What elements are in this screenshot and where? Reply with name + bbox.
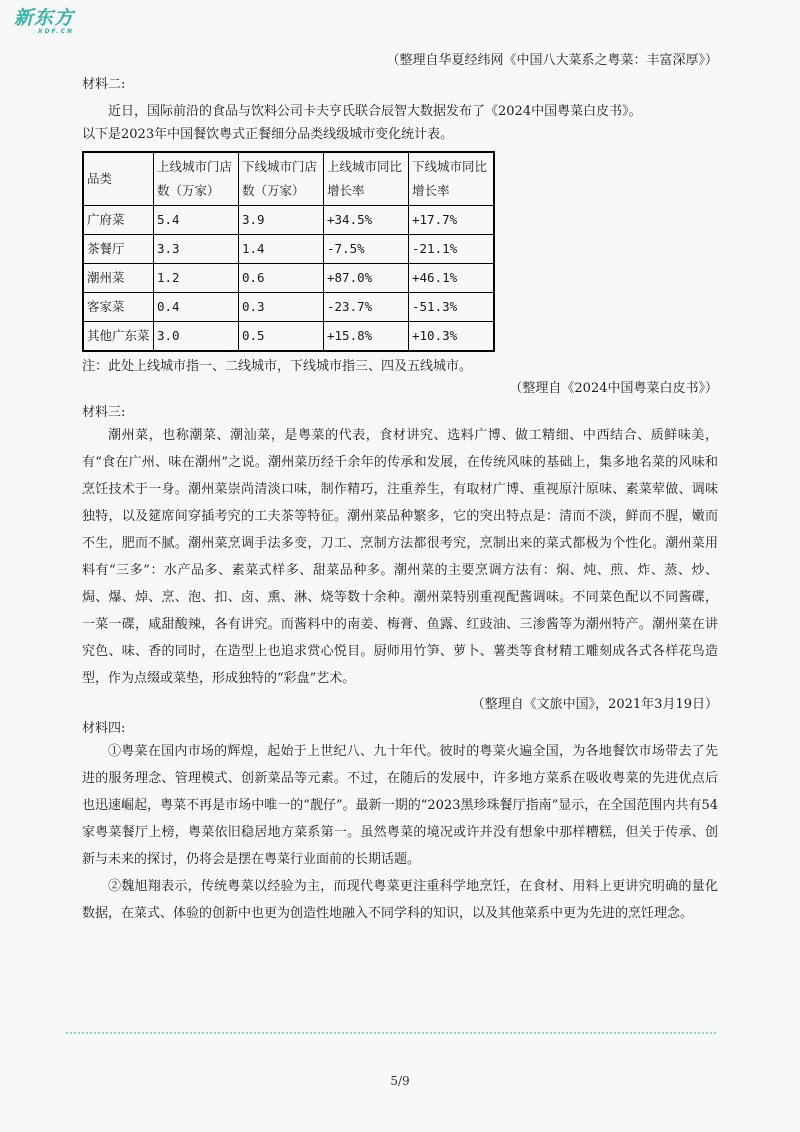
table-cell: 0.3 (239, 293, 324, 322)
table-row (83, 264, 494, 293)
table-note: 注：此处上线城市指一、二线城市，下线城市指三、四及五线城市。 (82, 359, 473, 374)
table-row (83, 206, 494, 235)
table-cell: -23.7% (324, 293, 409, 322)
table-cell: +17.7% (409, 206, 495, 235)
table-cell: 客家菜 (83, 293, 154, 322)
table-cell: +34.5% (324, 206, 409, 235)
table-cell: +46.1% (409, 264, 495, 293)
source-citation-1: （整理自华夏经纬网《中国八大菜系之粤菜：丰富深厚》） (386, 53, 718, 68)
table-cell: 0.4 (154, 293, 239, 322)
logo-subtext: XDF.CN (37, 28, 75, 35)
footer-divider (66, 1032, 716, 1034)
table-cell: 潮州菜 (83, 264, 154, 293)
table-cell: +10.3% (409, 322, 495, 352)
table-header-cell: 品类 (83, 152, 154, 206)
table-cell: 5.4 (154, 206, 239, 235)
table-cell: 3.9 (239, 206, 324, 235)
table-cell: -7.5% (324, 235, 409, 264)
source-citation-3: （整理自《文旅中国》，2021年3月19日） (471, 697, 718, 712)
table-cell: +15.8% (324, 322, 409, 352)
table-row (83, 293, 494, 322)
table-cell: 3.3 (154, 235, 239, 264)
table-cell: 0.6 (239, 264, 324, 293)
page-number: 5/9 (390, 1074, 410, 1088)
logo-text: 新东方 (14, 7, 75, 29)
table-header-cell: 下线城市同比增长率 (409, 152, 495, 206)
source-citation-2: （整理自《2024中国粤菜白皮书》） (509, 381, 718, 396)
table-cell: -51.3% (409, 293, 495, 322)
table-header-cell: 下线城市门店数（万家） (239, 152, 324, 206)
material-2-heading: 材料二: (82, 77, 126, 92)
table-cell: 广府菜 (83, 206, 154, 235)
statistics-table (82, 151, 495, 352)
material-4-paragraph-2: ②魏旭翔表示，传统粤菜以经验为主，而现代粤菜更注重科学地烹饪，在食材、用料上更讲究明确的量化数据，在菜式、体验的创新中也更为创造性地融入不同学科的知识，以及其他菜系中更为先进的烹饪理念。 (82, 879, 718, 921)
table-row (83, 235, 494, 264)
table-row (83, 322, 494, 352)
table-cell: 1.2 (154, 264, 239, 293)
table-cell: -21.1% (409, 235, 495, 264)
table-cell: 茶餐厅 (83, 235, 154, 264)
table-header-cell: 上线城市门店数（万家） (154, 152, 239, 206)
table-header-row (83, 152, 494, 206)
table-cell: 其他广东菜 (83, 322, 154, 352)
material-4-heading: 材料四: (82, 721, 126, 736)
document-body (82, 52, 718, 927)
table-cell: 3.0 (154, 322, 239, 352)
material-3-heading: 材料三: (82, 405, 126, 420)
table-cell: 0.5 (239, 322, 324, 352)
material-4-paragraph-1: ①粤菜在国内市场的辉煌，起始于上世纪八、九十年代。彼时的粤菜火遍全国，为各地餐饮市场带去了先进的服务理念、管理模式、创新菜品等元素。不过，在随后的发展中，许多地方菜系在吸收粤菜的先进优点后也迅速崛起，粤菜不再是市场中唯一的“靓仔”。最新一期的“2023黑珍珠餐厅指南”显示，在全国范围内共有54家粤菜餐厅上榜，粤菜依旧稳居地方菜系第一。虽然粤菜的境况或许并没有想象中那样糟糕，但关于传承、创新与未来的探讨，仍将会是摆在粤菜行业面前的长期话题。 (82, 744, 718, 867)
brand-logo (14, 8, 74, 35)
table-header-cell: 上线城市同比增长率 (324, 152, 409, 206)
table-cell: 1.4 (239, 235, 324, 264)
material-2-intro: 近日，国际前沿的食品与饮料公司卡夫亨氏联合辰智大数据发布了《2024中国粤菜白皮书》。 (108, 104, 642, 119)
table-cell: +87.0% (324, 264, 409, 293)
material-2-intro-2: 以下是2023年中国餐饮粤式正餐细分品类线级城市变化统计表。 (82, 127, 454, 142)
material-3-text: 潮州菜，也称潮菜、潮汕菜，是粤菜的代表，食材讲究、选料广博、做工精细、中西结合、质鲜味美，有“食在广州、味在潮州”之说。潮州菜历经千余年的传承和发展，在传统风味的基础上，集多地名菜的风味和烹饪技术于一身。潮州菜崇尚清淡口味，制作精巧，注重养生，有取材广博、重视原汁原味、素菜荤做、调味独特，以及筵席间穿插考究的工夫茶等特征。潮州菜品种繁多，它的突出特点是：清而不淡，鲜而不腥，嫩而不生，肥而不腻。潮州菜烹调手法多变，刀工、烹制方法都很考究，烹制出来的菜式都极为个性化。潮州菜用料有“三多”：水产品多、素菜式样多、甜菜品种多。潮州菜的主要烹调方法有：焖、炖、煎、炸、蒸、炒、焗、爆、焯、烹、泡、扣、卤、熏、淋、烧等数十余种。潮州菜特别重视配酱调味。不同菜色配以不同酱碟，一菜一碟，咸甜酸辣，各有讲究。而酱料中的南姜、梅膏、鱼露、红豉油、三渗酱等为潮州特产。潮州菜在讲究色、味、香的同时，在造型上也追求赏心悦目。厨师用竹笋、萝卜、薯类等食材精工雕刻成各式各样花鸟造型，作为点缀或菜垫，形成独特的“彩盘”艺术。 (82, 428, 718, 686)
